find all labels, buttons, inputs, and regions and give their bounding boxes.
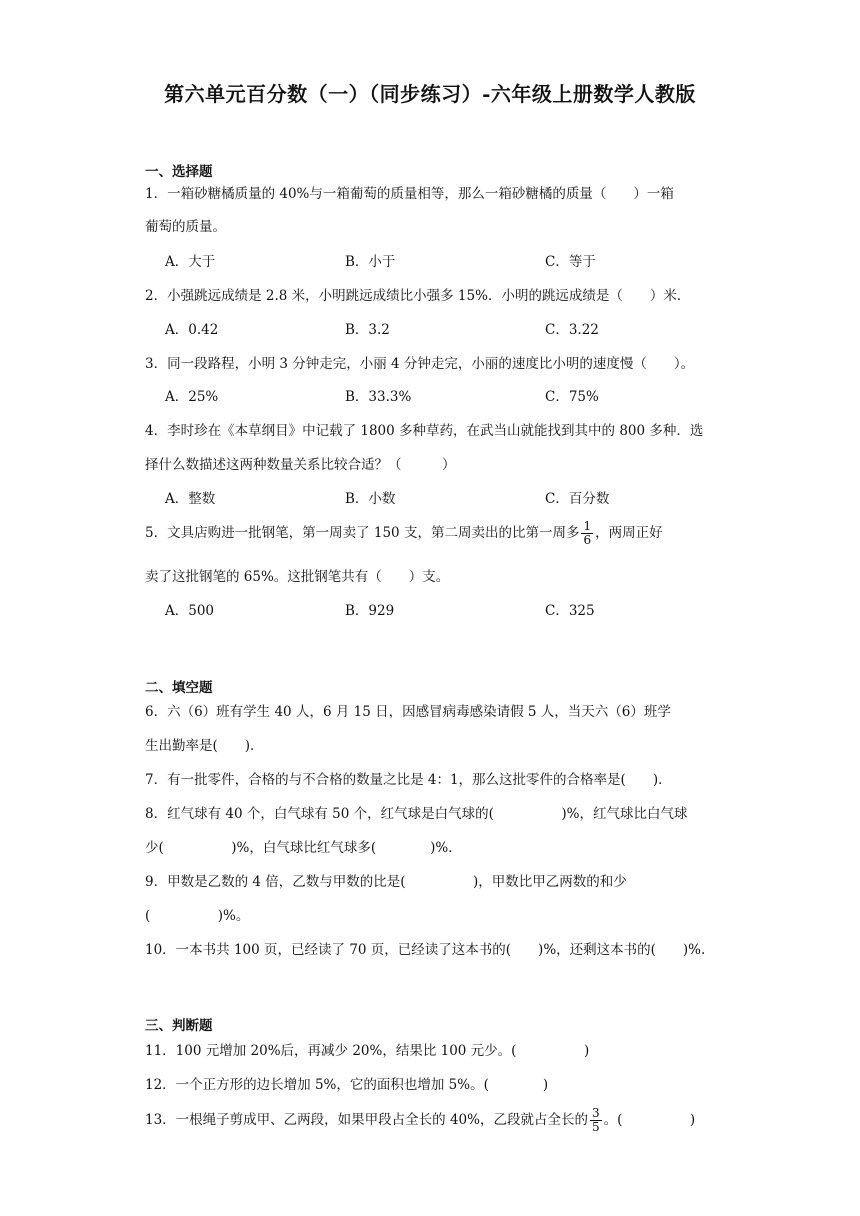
question-1-line-1: 1．一箱砂糖橘质量的 40%与一箱葡萄的质量相等，那么一箱砂糖橘的质量（ ）一箱 [145,186,674,202]
section-heading-fill-blank: 二、填空题 [145,680,213,696]
question-9-line-1: 9．甲数是乙数的 4 倍，乙数与甲数的比是( )，甲数比甲乙两数的和少 [145,874,627,890]
question-6-line-1: 6．六（6）班有学生 40 人，6 月 15 日，因感冒病毒感染请假 5 人，当天六（6）班学 [145,704,671,720]
question-6-line-2: 生出勤率是( )． [145,738,264,754]
question-13-text-a: 13．一根绳子剪成甲、乙两段，如果甲段占全长的 40%，乙段就占全长的 [145,1112,588,1128]
question-13-line-1 [145,1103,695,1137]
option-c[interactable]: C．百分数 [545,491,610,507]
question-7-line-1: 7．有一批零件，合格的与不合格的数量之比是 4：1，那么这批零件的合格率是( )． [145,772,672,788]
question-9-line-2: ( )%。 [145,908,250,924]
section-heading-true-false: 三、判断题 [145,1018,213,1034]
question-3-line-1: 3．同一段路程，小明 3 分钟走完，小丽 4 分钟走完，小丽的速度比小明的速度慢（ ）。 [145,356,695,372]
question-5-line-2: 卖了这批钢笔的 65%。这批钢笔共有（ ）支。 [145,569,450,585]
question-4-options [165,489,725,509]
option-a[interactable]: A．500 [165,603,215,619]
option-c[interactable]: C．325 [545,603,595,619]
option-a[interactable]: A．整数 [165,491,216,507]
fraction-denominator: 6 [583,533,592,547]
option-c[interactable]: C．3.22 [545,322,599,338]
option-b[interactable]: B．33.3% [345,389,412,405]
question-2-options [165,320,725,340]
question-1-line-2: 葡萄的质量。 [145,219,226,235]
page-title: 第六单元百分数（一）（同步练习）-六年级上册数学人教版 [164,82,696,106]
question-5-text-a: 5．文具店购进一批钢笔，第一周卖了 150 支，第二周卖出的比第一周多 [145,525,580,541]
question-5-text-b: ，两周正好 [595,525,663,541]
question-5-options [165,601,725,621]
question-3-options [165,387,725,407]
question-1-options [165,252,725,272]
option-c[interactable]: C．等于 [545,254,596,270]
option-c[interactable]: C．75% [545,389,599,405]
fraction [590,1107,602,1134]
question-8-line-2: 少( )%，白气球比红气球多( )%． [145,840,462,856]
question-10-line-1: 10．一本书共 100 页，已经读了 70 页，已经读了这本书的( )%，还剩这本书的( )%. [145,942,706,958]
question-8-line-1: 8．红气球有 40 个，白气球有 50 个，红气球是白气球的( )%，红气球比白气球 [145,806,688,822]
question-12-line-1: 12．一个正方形的边长增加 5%，它的面积也增加 5%。( ) [145,1077,549,1093]
option-b[interactable]: B．小于 [345,254,396,270]
question-4-line-2: 择什么数描述这两种数量关系比较合适？（ ） [145,457,456,473]
option-b[interactable]: B．小数 [345,491,396,507]
section-heading-choice: 一、选择题 [145,164,213,180]
fraction [581,520,593,547]
question-11-line-1: 11．100 元增加 20%后，再减少 20%，结果比 100 元少。( ) [145,1043,590,1059]
question-2-line-1: 2．小强跳远成绩是 2.8 米，小明跳远成绩比小强多 15%．小明的跳远成绩是（ ）米． [145,288,691,304]
question-5-line-1 [145,518,663,548]
option-b[interactable]: B．3.2 [345,322,390,338]
fraction-numerator: 1 [583,519,592,533]
option-a[interactable]: A．25% [165,389,219,405]
fraction-numerator: 3 [591,1106,600,1120]
option-a[interactable]: A．大于 [165,254,216,270]
option-a[interactable]: A．0.42 [165,322,219,338]
question-13-text-b: 。( ) [603,1112,696,1128]
fraction-denominator: 5 [591,1120,600,1134]
option-b[interactable]: B．929 [345,603,395,619]
question-4-line-1: 4．李时珍在《本草纲目》中记载了 1800 多种草药，在武当山就能找到其中的 800 多种．选 [145,423,704,439]
